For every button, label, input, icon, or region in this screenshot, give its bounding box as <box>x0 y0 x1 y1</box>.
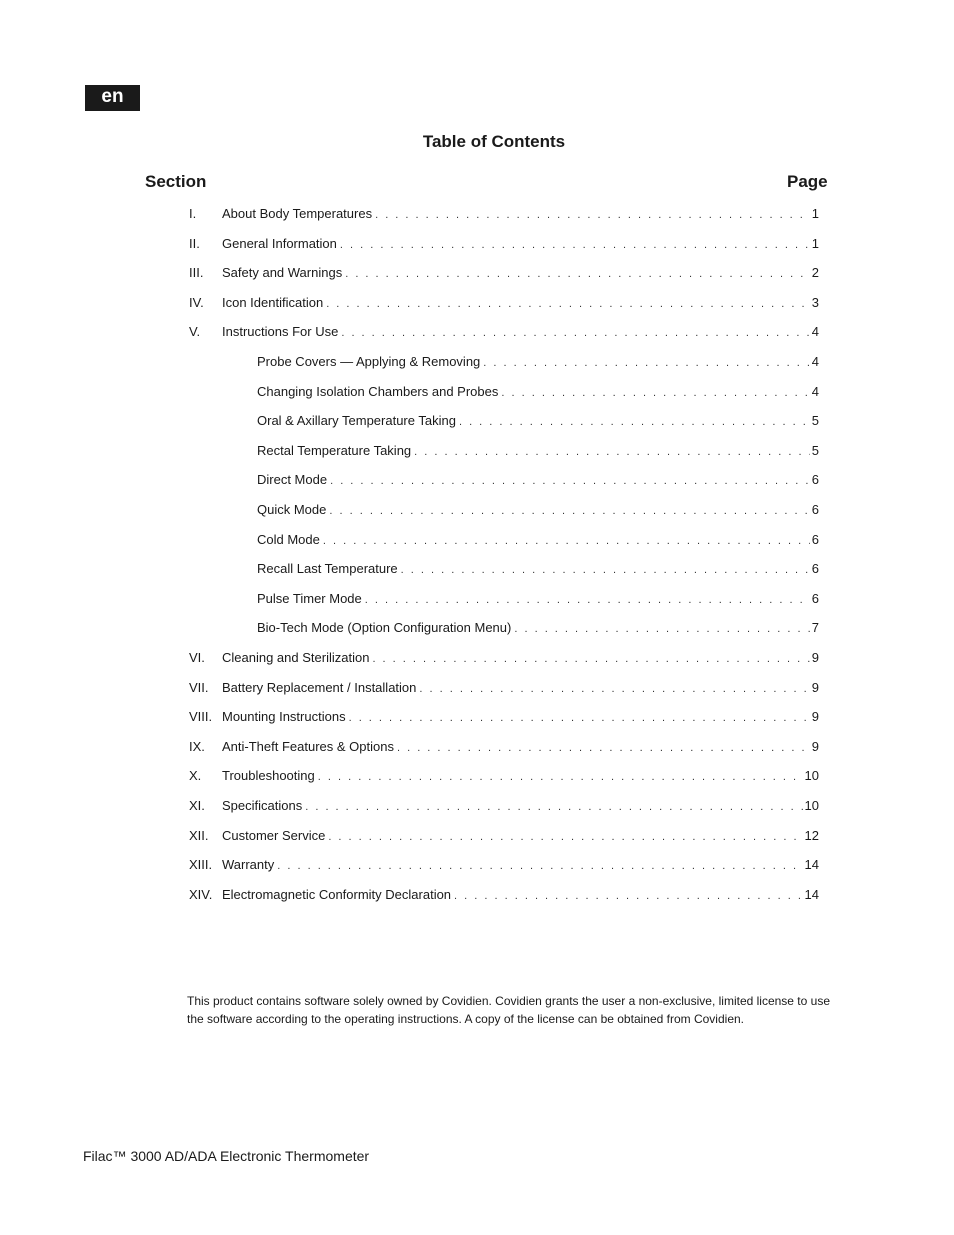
toc-entry-label: Direct Mode <box>257 472 328 487</box>
toc-entry-label: Bio-Tech Mode (Option Configuration Menu) <box>257 620 512 635</box>
toc-dot-leader <box>501 383 809 403</box>
toc-entry-number: IX. <box>189 739 205 754</box>
toc-entry <box>189 707 819 727</box>
toc-entry-label: Specifications <box>222 798 303 813</box>
toc-entry-label: Electromagnetic Conformity Declaration <box>222 887 452 902</box>
toc-entry-label: Cold Mode <box>257 532 320 547</box>
toc-entry <box>189 855 819 875</box>
toc-entry-label: Oral & Axillary Temperature Taking <box>257 413 456 428</box>
toc-entry-page: 6 <box>811 561 819 576</box>
toc-dot-leader <box>326 294 810 314</box>
toc-dot-leader <box>419 679 809 699</box>
toc-dot-leader <box>340 235 810 255</box>
toc-entry-label: Rectal Temperature Taking <box>257 443 412 458</box>
toc-entry-number: VII. <box>189 680 209 695</box>
language-tab: en <box>85 85 140 111</box>
toc-entry <box>189 796 819 816</box>
toc-dot-leader <box>328 827 802 847</box>
toc-entry-label: About Body Temperatures <box>222 206 373 221</box>
toc-entry-page: 12 <box>804 828 819 843</box>
toc-entry-page: 3 <box>811 295 819 310</box>
toc-dot-leader <box>372 649 809 669</box>
toc-dot-leader <box>329 501 809 521</box>
toc-entry-page: 2 <box>811 265 819 280</box>
toc-entry <box>257 382 819 402</box>
toc-entry-page: 4 <box>811 354 819 369</box>
toc-entry-number: XII. <box>189 828 209 843</box>
toc-entry-page: 10 <box>804 768 819 783</box>
page-column-header: Page <box>787 172 828 191</box>
toc-dot-leader <box>323 531 810 551</box>
license-notice: This product contains software solely owned by Covidien. Covidien grants the user a non-exclusive, limited license to use the software according to the operating instructions. A copy of the license can be obtained from Covidien. <box>187 994 830 1026</box>
toc-entry-page: 1 <box>811 236 819 251</box>
toc-entry-page: 10 <box>804 798 819 813</box>
toc-entry-label: Anti-Theft Features & Options <box>222 739 394 754</box>
toc-entry <box>189 678 819 698</box>
toc-entry-label: Quick Mode <box>257 502 327 517</box>
toc-entry-page: 9 <box>811 709 819 724</box>
toc-entry-page: 14 <box>804 887 819 902</box>
toc-entry-label: Instructions For Use <box>222 324 339 339</box>
toc-entry-label: Cleaning and Sterilization <box>222 650 370 665</box>
toc-entry-number: III. <box>189 265 204 280</box>
toc-entry-page: 4 <box>811 384 819 399</box>
toc-entry <box>189 204 819 224</box>
toc-dot-leader <box>365 590 810 610</box>
section-column-header: Section <box>145 172 207 191</box>
toc-entry-number: XI. <box>189 798 205 813</box>
toc-dot-leader <box>341 323 809 343</box>
toc-entry <box>189 234 819 254</box>
toc-dot-leader <box>349 708 810 728</box>
toc-entry-label: Mounting Instructions <box>222 709 346 724</box>
toc-entry-page: 1 <box>811 206 819 221</box>
toc-entry-number: XIII. <box>189 857 213 872</box>
toc-dot-leader <box>375 205 810 225</box>
toc-entry-page: 7 <box>811 620 819 635</box>
toc-entry-number: V. <box>189 324 201 339</box>
toc-entry-label: Troubleshooting <box>222 768 315 783</box>
toc-entry <box>257 441 819 461</box>
toc-entry-number: IV. <box>189 295 204 310</box>
toc-entry <box>257 500 819 520</box>
toc-entry <box>257 352 819 372</box>
footer-product-name: Filac™ 3000 AD/ADA Electronic Thermometer <box>83 1148 370 1164</box>
toc-entry <box>189 737 819 757</box>
toc-entry-label: Recall Last Temperature <box>257 561 398 576</box>
toc-entry-page: 5 <box>811 443 819 458</box>
toc-entry <box>189 766 819 786</box>
toc-entry-label: Battery Replacement / Installation <box>222 680 417 695</box>
toc-dot-leader <box>483 353 809 373</box>
toc-entry-page: 5 <box>811 413 819 428</box>
toc-entry <box>257 411 819 431</box>
toc-entry-page: 14 <box>804 857 819 872</box>
toc-entry-page: 6 <box>811 591 819 606</box>
toc-entry-label: Probe Covers — Applying & Removing <box>257 354 481 369</box>
toc-dot-leader <box>514 619 809 639</box>
toc-entry-number: I. <box>189 206 197 221</box>
toc-entry-page: 6 <box>811 472 819 487</box>
page-title: Table of Contents <box>422 132 566 151</box>
toc-dot-leader <box>454 886 802 906</box>
toc-dot-leader <box>397 738 810 758</box>
toc-entry-label: Icon Identification <box>222 295 324 310</box>
toc-entry-label: Changing Isolation Chambers and Probes <box>257 384 499 399</box>
toc-entry <box>189 322 819 342</box>
toc-entry-label: Pulse Timer Mode <box>257 591 362 606</box>
toc-dot-leader <box>330 471 810 491</box>
toc-entry-page: 9 <box>811 739 819 754</box>
toc-dot-leader <box>318 767 803 787</box>
toc-dot-leader <box>305 797 802 817</box>
toc-entry <box>189 826 819 846</box>
toc-dot-leader <box>401 560 810 580</box>
toc-dot-leader <box>414 442 810 462</box>
toc-entry-number: XIV. <box>189 887 213 902</box>
toc-entry-page: 4 <box>811 324 819 339</box>
toc-entry <box>189 293 819 313</box>
toc-entry-number: VIII. <box>189 709 213 724</box>
toc-dot-leader <box>277 856 802 876</box>
toc-entry <box>257 589 819 609</box>
toc-entry-label: Warranty <box>222 857 275 872</box>
toc-entry <box>257 470 819 490</box>
toc-entry-label: Safety and Warnings <box>222 265 343 280</box>
toc-entry-label: General Information <box>222 236 337 251</box>
toc-entry-number: II. <box>189 236 200 251</box>
toc-entry <box>189 263 819 283</box>
toc-entry <box>257 618 819 638</box>
toc-entry <box>189 885 819 905</box>
toc-entry-page: 9 <box>811 650 819 665</box>
toc-entry-number: VI. <box>189 650 205 665</box>
toc-dot-leader <box>459 412 810 432</box>
toc-entry <box>257 530 819 550</box>
toc-entry <box>257 559 819 579</box>
toc-entry <box>189 648 819 668</box>
toc-entry-label: Customer Service <box>222 828 326 843</box>
toc-dot-leader <box>345 264 810 284</box>
toc-entry-number: X. <box>189 768 202 783</box>
toc-entry-page: 6 <box>811 532 819 547</box>
toc-entry-page: 6 <box>811 502 819 517</box>
toc-entry-page: 9 <box>811 680 819 695</box>
